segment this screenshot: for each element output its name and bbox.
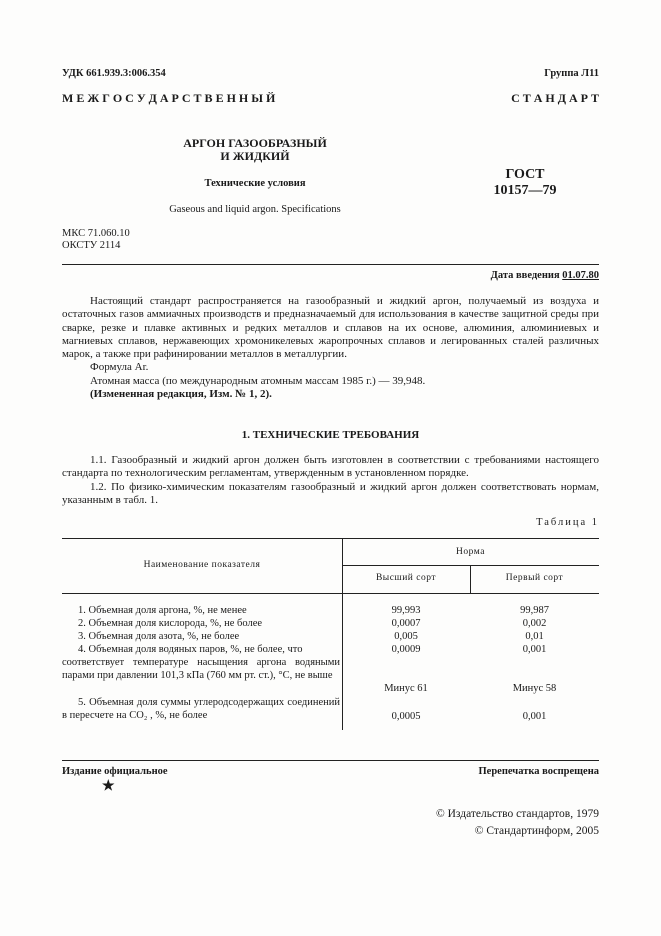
table-row-name: 5. Объемная доля суммы углеродсодержащих соединений в пересчете на CO₂ , %, не более <box>62 697 340 721</box>
title-line-1: АРГОН ГАЗООБРАЗНЫЙ <box>183 136 327 150</box>
star-icon: ★ <box>102 779 115 794</box>
table-row-name-cont: соответствует температуре насыщения аргона водяными парами при давлении 101,3 кПа (760 мм рт. ст.), °С, не выше <box>62 657 340 681</box>
table-row-name: 2. Объемная доля кислорода, %, не более <box>78 618 263 629</box>
section-heading: 1. ТЕХНИЧЕСКИЕ ТРЕБОВАНИЯ <box>241 429 420 441</box>
amendment-note: (Измененная редакция, Изм. № 1, 2). <box>90 388 272 401</box>
reprint-prohibited-label: Перепечатка воспрещена <box>478 766 599 777</box>
section1-body <box>62 454 599 507</box>
gost-label: ГОСТ <box>505 167 545 182</box>
table-row-first: 0,001 <box>522 644 547 655</box>
table-row-first: 0,01 <box>525 631 544 642</box>
intro-paragraph: Настоящий стандарт распространяется на газообразный и жидкий аргон, получаемый из воздуха и остаточных газов аммиачных производств и предназначаемый для использования в качестве защитной среды при сварке, резке и плавке активных и редких металлов и сплавов на их основе, алюминия, алюминиевых и магниевых сплавов, нержавеющих хромоникелевых жаропрочных сплавов и легированных сталей различных марок, а также при рафинировании металлов в металлургии. <box>62 295 599 361</box>
header-divider <box>62 264 599 265</box>
column-header-top-grade: Высший сорт <box>375 573 437 583</box>
intro-block <box>62 295 599 401</box>
clause-1-1: 1.1. Газообразный и жидкий аргон должен быть изготовлен в соответствии с требованиями настоящего стандарта по технологическим регламентам, утвержденным в установленном порядке. <box>62 454 599 480</box>
mks-code: МКС 71.060.10 <box>62 228 130 239</box>
table-row-first: 99,987 <box>520 605 549 616</box>
clause-1-2: 1.2. По физико-химическим показателям газообразный и жидкий аргон должен соответствовать нормам, указанным в табл. 1. <box>62 480 599 506</box>
title-line-2: И ЖИДКИЙ <box>220 149 290 163</box>
footer-divider <box>62 760 599 761</box>
udk-code: УДК 661.939.3:006.354 <box>62 68 166 79</box>
table-row-top: 0,0009 <box>391 644 421 655</box>
table-row-top: 0,0005 <box>391 711 421 722</box>
table-row-name: 1. Объемная доля аргона, %, не менее <box>78 605 247 616</box>
document-title <box>150 137 360 163</box>
column-header-name: Наименование показателя <box>143 560 261 570</box>
copyright-1979: © Издательство стандартов, 1979 <box>435 808 599 820</box>
english-title: Gaseous and liquid argon. Specifications <box>169 204 341 215</box>
gost-number: 10157—79 <box>493 183 557 198</box>
table-caption: Таблица 1 <box>536 517 599 528</box>
gost-designation <box>470 167 580 199</box>
intro-date <box>491 270 599 281</box>
table-row-name: 3. Объемная доля азота, %, не более <box>78 631 240 642</box>
copyright-2005: © Стандартинформ, 2005 <box>474 825 599 837</box>
interstate-standard-banner <box>62 91 599 106</box>
table-row-first: 0,001 <box>522 711 547 722</box>
table-header <box>62 538 599 594</box>
column-header-norm: Норма <box>456 547 485 557</box>
official-edition-label: Издание официальное <box>62 766 168 777</box>
column-header-first-grade: Первый сорт <box>505 573 564 583</box>
banner-word-standard: С Т А Н Д А Р Т <box>511 91 599 105</box>
intro-date-label: Дата введения <box>490 270 560 281</box>
table-row-top: Минус 61 <box>384 683 428 694</box>
group-code: Группа Л11 <box>544 68 599 79</box>
table-row-top: 99,993 <box>391 605 421 616</box>
banner-word-interstate: М Е Ж Г О С У Д А Р С Т В Е Н Н Ы Й <box>62 91 276 105</box>
table-row-first: 0,002 <box>522 618 547 629</box>
atomic-mass-line: Атомная масса (по международным атомным массам 1985 г.) — 39,948. <box>90 374 426 387</box>
okstu-code: ОКСТУ 2114 <box>62 240 121 251</box>
table-row-first: Минус 58 <box>512 683 557 694</box>
classification-codes <box>62 228 130 252</box>
table-row-top: 0,0007 <box>391 618 421 629</box>
intro-date-value: 01.07.80 <box>562 270 599 281</box>
document-subtitle: Технические условия <box>204 178 306 189</box>
formula-line: Формула Ar. <box>90 361 149 374</box>
table-row-top: 0,005 <box>394 631 418 642</box>
table-row-name: 4. Объемная доля водяных паров, %, не более, что <box>78 644 303 655</box>
